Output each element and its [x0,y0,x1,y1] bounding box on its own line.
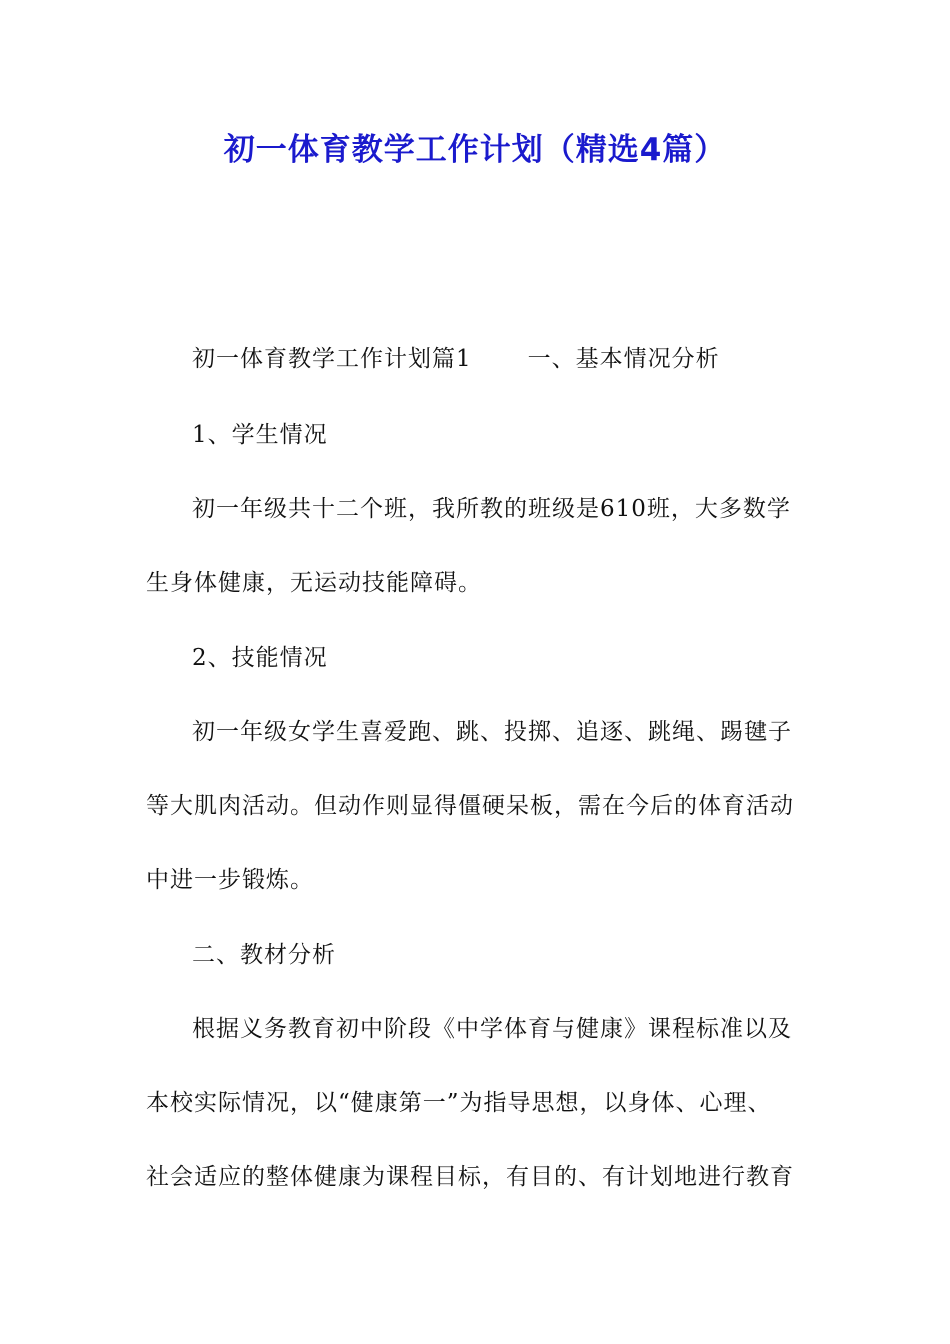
paragraph-line: 初一年级共十二个班，我所教的班级是610班，大多数学 [192,496,791,522]
subsection-heading: 1、学生情况 [192,422,328,448]
section-heading: 一、基本情况分析 [527,346,720,372]
paragraph-line: 初一年级女学生喜爱跑、跳、投掷、追逐、跳绳、踢毽子 [192,719,792,745]
section-heading: 初一体育教学工作计划篇1 [192,346,472,372]
paragraph-line: 根据义务教育初中阶段《中学体育与健康》课程标准以及 [192,1016,792,1042]
subsection-heading: 2、技能情况 [192,645,328,671]
paragraph-line: 生身体健康，无运动技能障碍。 [146,570,482,596]
paragraph-line: 中进一步锻炼。 [146,867,314,893]
paragraph-line [146,342,862,376]
document-title: 初一体育教学工作计划（精选4篇） [223,132,727,168]
paragraph-line: 本校实际情况，以“健康第一”为指导思想，以身体、心理、 [146,1090,772,1116]
paragraph-line: 等大肌肉活动。但动作则显得僵硬呆板，需在今后的体育活动 [146,793,794,819]
paragraph-line: 社会适应的整体健康为课程目标，有目的、有计划地进行教育 [146,1164,794,1190]
section-heading: 二、教材分析 [192,942,336,968]
